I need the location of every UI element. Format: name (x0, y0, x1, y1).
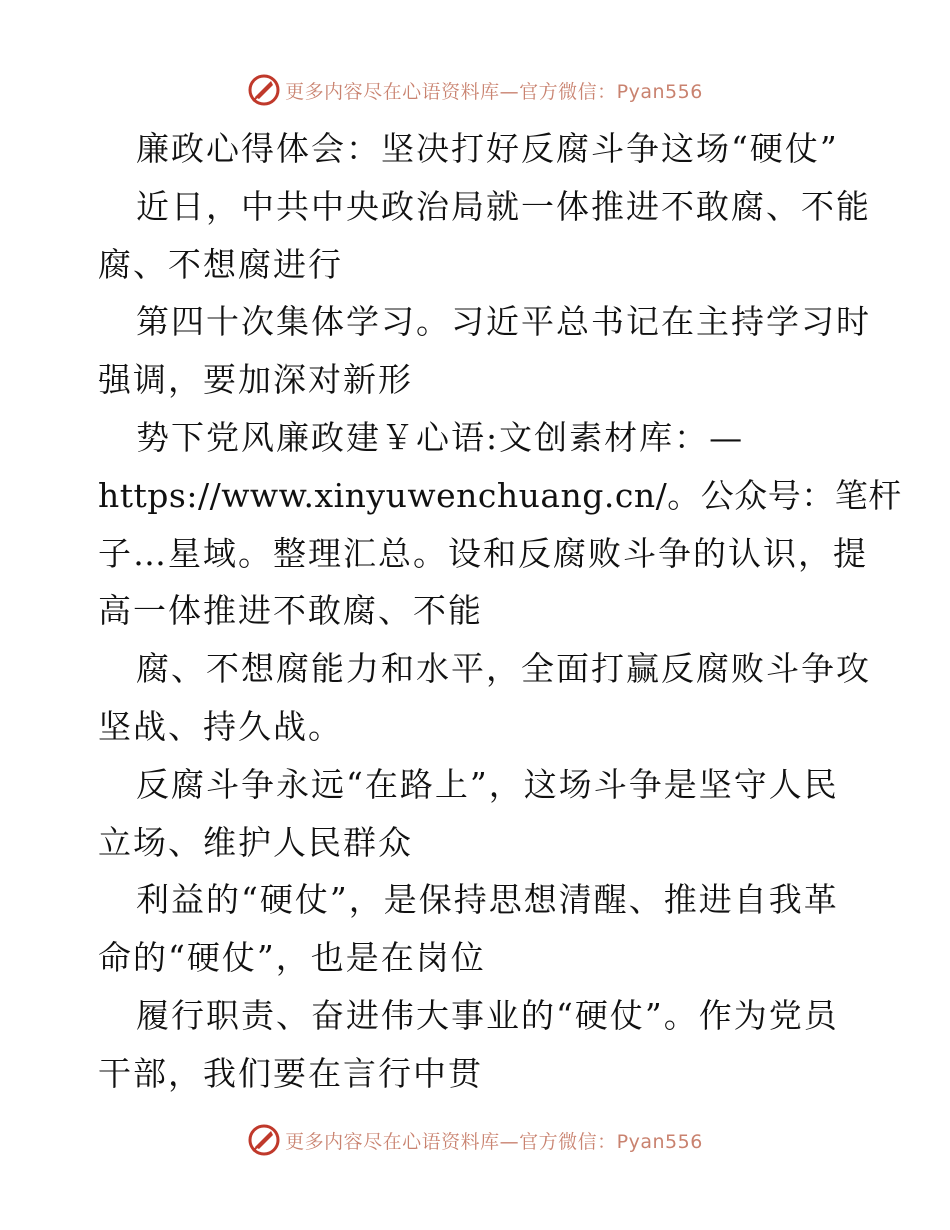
paragraph-line: 强调，要加深对新形 (98, 360, 413, 400)
footer-watermark (0, 1120, 950, 1160)
watermark-text: 更多内容尽在心语资料库—官方微信：Pyan556 (285, 80, 703, 103)
paragraph-line: 命的“硬仗”，也是在岗位 (98, 938, 486, 978)
header-watermark (0, 70, 950, 110)
paragraph-line: 履行职责、奋进伟大事业的“硬仗”。作为党员 (136, 995, 839, 1035)
paragraph-line: 坚战、持久战。 (98, 706, 343, 746)
paragraph-line: 子…星域。整理汇总。设和反腐败斗争的认识，提 (98, 533, 868, 573)
paragraph-line: 干部，我们要在言行中贯 (98, 1053, 483, 1093)
paragraph-line: 高一体推进不敢腐、不能 (98, 591, 483, 631)
paragraph-line: 立场、维护人民群众 (98, 822, 413, 862)
paragraph-line: 第四十次集体学习。习近平总书记在主持学习时 (136, 302, 871, 342)
paragraph-line-url: https://www.xinyuwenchuang.cn/。公众号：笔杆 (98, 475, 902, 515)
quill-logo-icon (247, 1123, 281, 1157)
watermark-text: 更多内容尽在心语资料库—官方微信：Pyan556 (285, 1130, 703, 1153)
quill-logo-icon (247, 73, 281, 107)
paragraph-line: 势下党风廉政建￥心语:文创素材库：— (136, 417, 745, 457)
document-body (98, 120, 902, 1103)
paragraph-line: 近日，中共中央政治局就一体推进不敢腐、不能 (136, 186, 871, 226)
paragraph-line: 反腐斗争永远“在路上”，这场斗争是坚守人民 (136, 764, 839, 804)
paragraph-line: 腐、不想腐进行 (98, 244, 343, 284)
paragraph-line: 腐、不想腐能力和水平，全面打赢反腐败斗争攻 (136, 649, 871, 689)
paragraph-line: 利益的“硬仗”，是保持思想清醒、推进自我革 (136, 880, 839, 920)
document-title: 廉政心得体会：坚决打好反腐斗争这场“硬仗” (136, 129, 839, 168)
